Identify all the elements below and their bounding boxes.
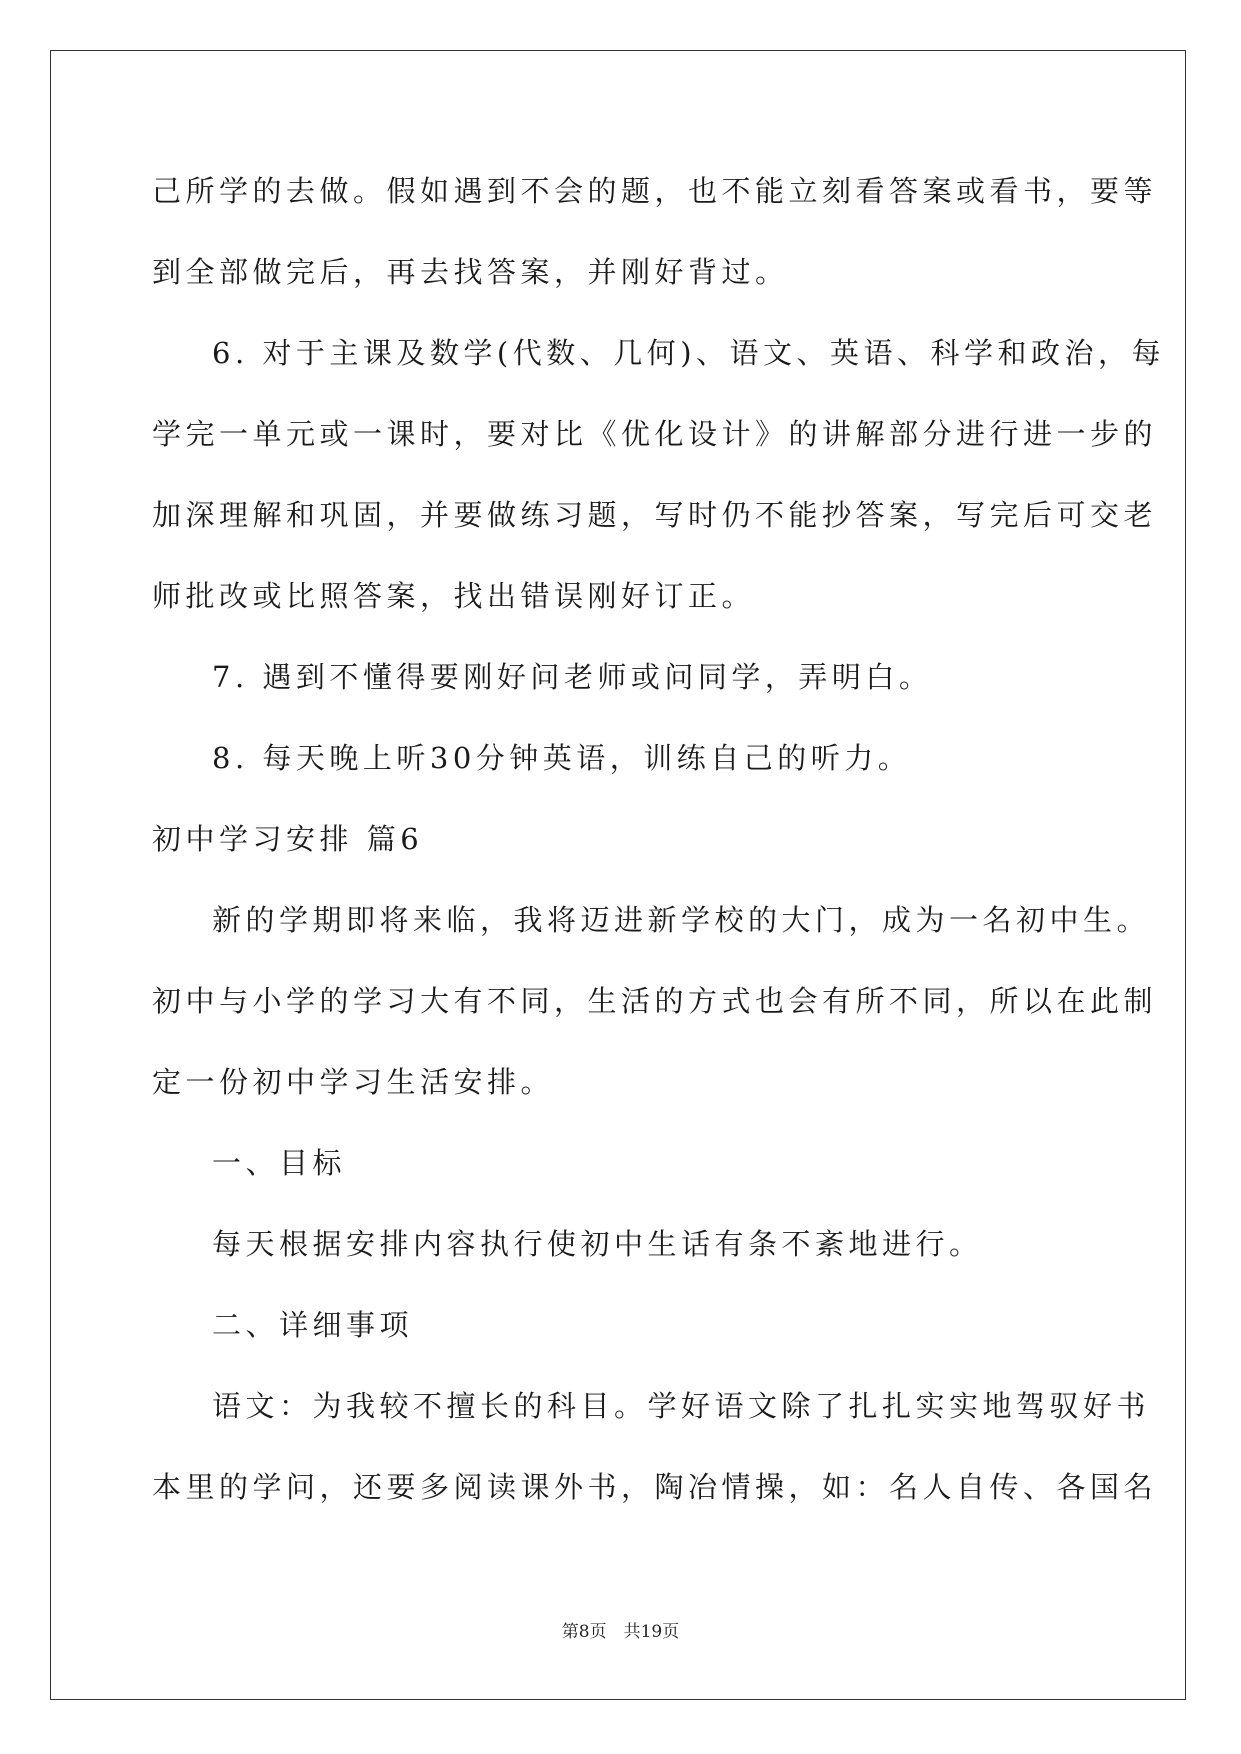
paragraph-intro-line: 新的学期即将来临，我将迈进新学校的大门，成为一名初中生。 (212, 903, 1151, 937)
body-text-line: 师批改或比照答案，找出错误刚好订正。 (152, 579, 756, 613)
paragraph-chinese-line: 语文：为我较不擅长的科目。学好语文除了扎扎实实地驾驭好书 (212, 1389, 1151, 1423)
list-item-6-line: 6. 对于主课及数学(代数、几何)、语文、英语、科学和政治，每 (212, 336, 1166, 370)
body-text-line: 每天根据安排内容执行使初中生话有条不紊地进行。 (212, 1227, 983, 1261)
section-heading: 初中学习安排 篇6 (152, 822, 424, 856)
body-text-line: 到全部做完后，再去找答案，并刚好背过。 (152, 255, 789, 289)
body-text-line: 己所学的去做。假如遇到不会的题，也不能立刻看答案或看书，要等 (152, 174, 1158, 208)
list-item-7: 7. 遇到不懂得要刚好问老师或问同学，弄明白。 (212, 660, 933, 694)
list-item-8: 8. 每天晚上听30分钟英语，训练自己的听力。 (212, 741, 912, 775)
body-text-line: 本里的学问，还要多阅读课外书，陶冶情操，如：名人自传、各国名 (152, 1470, 1158, 1504)
body-text-line: 初中与小学的学习大有不同，生活的方式也会有所不同，所以在此制 (152, 984, 1158, 1018)
body-text-line: 加深理解和巩固，并要做练习题，写时仍不能抄答案，写完后可交老 (152, 498, 1158, 532)
page-number: 第8页 共19页 (561, 1622, 680, 1642)
body-text-line: 定一份初中学习生活安排。 (152, 1065, 555, 1099)
body-text-line: 学完一单元或一课时，要对比《优化设计》的讲解部分进行进一步的 (152, 417, 1158, 451)
page-border (50, 50, 1186, 1700)
subheading-goal: 一、目标 (212, 1146, 347, 1180)
subheading-details: 二、详细事项 (212, 1308, 414, 1342)
